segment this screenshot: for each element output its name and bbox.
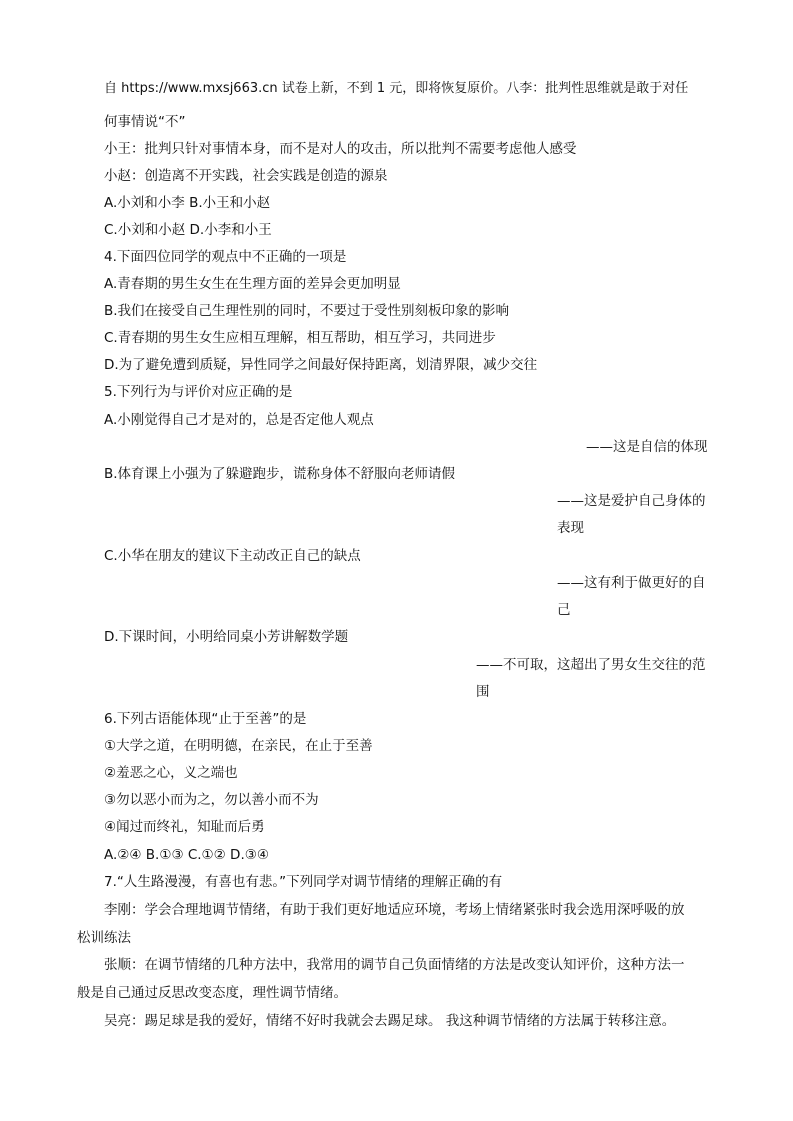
- text-line: A.小刘和小李 B.小王和小赵: [104, 195, 271, 211]
- text-line: ——不可取，这超出了男女生交往的范: [476, 657, 706, 673]
- text-line: B.我们在接受自己生理性别的同时，不要过于受性别刻板印象的影响: [104, 303, 510, 319]
- text-line: 小王：批判只针对事情本身，而不是对人的攻击，所以批判不需要考虑他人感受: [104, 141, 577, 157]
- text-line: ①大学之道，在明明德，在亲民，在止于至善: [104, 738, 373, 754]
- question-5: 5.下列行为与评价对应正确的是: [104, 384, 293, 400]
- text-line: 小赵：创造离不开实践，社会实践是创造的源泉: [104, 168, 388, 184]
- text-line: ——这是爱护自己身体的: [557, 493, 706, 509]
- text-line: 松训练法: [77, 930, 131, 946]
- question-4: 4.下面四位同学的观点中不正确的一项是: [104, 249, 347, 265]
- text-line: 何事情说“不”: [104, 114, 186, 130]
- text-line: 表现: [557, 520, 584, 536]
- text-line: C.小刘和小赵 D.小李和小王: [104, 222, 272, 238]
- text-line: 张顺：在调节情绪的几种方法中，我常用的调节自己负面情绪的方法是改变认知评价，这种方法一: [104, 957, 685, 973]
- text-line: A.小刚觉得自己才是对的，总是否定他人观点: [104, 412, 374, 428]
- text-line: ——这是自信的体现: [586, 439, 708, 455]
- text-line: ④闻过而终礼，知耻而后勇: [104, 819, 265, 835]
- text-line: C.小华在朋友的建议下主动改正自己的缺点: [104, 548, 361, 564]
- text-line: D.为了避免遭到质疑，异性同学之间最好保持距离，划清界限，减少交往: [104, 357, 538, 373]
- text-line: 般是自己通过反思改变态度，理性调节情绪。: [77, 985, 347, 1001]
- text-line: 自 https://www.mxsj663.cn 试卷上新，不到 1 元，即将恢复原价。八李：批判性思维就是敢于对任: [104, 81, 689, 96]
- text-line: 己: [557, 602, 571, 618]
- question-7: 7.“人生路漫漫，有喜也有悲。”下列同学对调节情绪的理解正确的有: [104, 874, 503, 890]
- text-line: ③勿以恶小而为之，勿以善小而不为: [104, 792, 319, 808]
- text-line: 围: [476, 684, 490, 700]
- text-line: 吴亮：踢足球是我的爱好，情绪不好时我就会去踢足球。 我这种调节情绪的方法属于转移注意。: [104, 1013, 676, 1029]
- text-line: A.②④ B.①③ C.①② D.③④: [104, 847, 269, 863]
- text-line: ——这有利于做更好的自: [557, 575, 706, 591]
- text-line: A.青春期的男生女生在生理方面的差异会更加明显: [104, 276, 401, 292]
- text-line: D.下课时间，小明给同桌小芳讲解数学题: [104, 629, 349, 645]
- text-line: 李刚：学会合理地调节情绪，有助于我们更好地适应环境，考场上情绪紧张时我会选用深呼吸的放: [104, 902, 685, 918]
- question-6: 6.下列古语能体现“止于至善”的是: [104, 711, 307, 727]
- text-line: B.体育课上小强为了躲避跑步，谎称身体不舒服向老师请假: [104, 466, 456, 482]
- text-line: C.青春期的男生女生应相互理解，相互帮助，相互学习，共同进步: [104, 330, 496, 346]
- text-line: ②羞恶之心，义之端也: [104, 765, 238, 781]
